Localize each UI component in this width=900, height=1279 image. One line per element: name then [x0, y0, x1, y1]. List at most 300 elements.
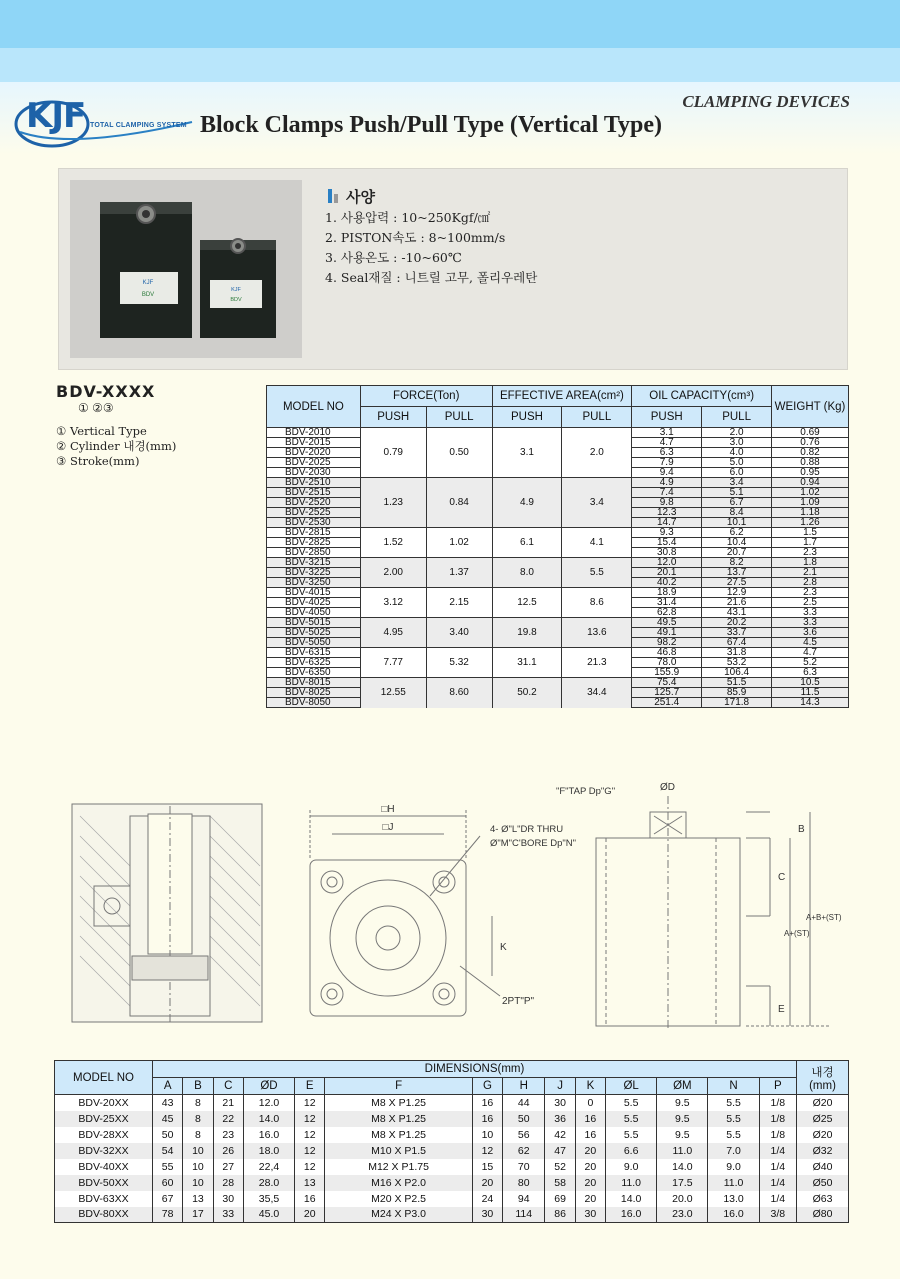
table-cell: 20 — [575, 1143, 605, 1159]
col-area-pull: PULL — [562, 407, 632, 428]
col-dim: C — [213, 1078, 243, 1095]
table-cell: BDV-63XX — [55, 1191, 153, 1207]
table-cell: 2.15 — [426, 588, 492, 618]
table-cell: 1.09 — [772, 498, 849, 508]
label-J: □J — [382, 822, 394, 833]
table-cell: 4.0 — [702, 448, 772, 458]
table-cell: 20 — [575, 1175, 605, 1191]
table-cell: 85.9 — [702, 688, 772, 698]
table-cell: M8 X P1.25 — [325, 1127, 472, 1143]
table-cell: BDV-2020 — [267, 448, 361, 458]
spec-table — [266, 385, 849, 708]
table-cell: 6.6 — [606, 1143, 657, 1159]
table-cell: 47 — [545, 1143, 575, 1159]
table-cell: 36 — [545, 1111, 575, 1127]
dimensions-table — [54, 1060, 849, 1223]
col-dim: H — [503, 1078, 545, 1095]
table-cell: BDV-40XX — [55, 1159, 153, 1175]
table-cell: 9.0 — [708, 1159, 759, 1175]
table-cell: BDV-5025 — [267, 628, 361, 638]
table-cell: 16 — [575, 1127, 605, 1143]
table-cell: 20.2 — [702, 618, 772, 628]
table-cell: 20.0 — [657, 1191, 708, 1207]
spec-item: 2. PISTON속도 : 8~100mm/s — [325, 230, 506, 245]
table-cell: 35,5 — [243, 1191, 294, 1207]
table-cell: 251.4 — [632, 698, 702, 708]
table-cell: 18.0 — [243, 1143, 294, 1159]
table-cell: 13.6 — [562, 618, 632, 648]
table-cell: 28.0 — [243, 1175, 294, 1191]
table-cell: 1/4 — [759, 1191, 796, 1207]
label-D: ØD — [660, 782, 675, 793]
table-cell: BDV-2010 — [267, 428, 361, 438]
table-cell: BDV-2520 — [267, 498, 361, 508]
col-dim: ØL — [606, 1078, 657, 1095]
table-cell: 30.8 — [632, 548, 702, 558]
table-cell: 24 — [472, 1191, 502, 1207]
col-dim: E — [295, 1078, 325, 1095]
table-cell: 171.8 — [702, 698, 772, 708]
col-force-push: PUSH — [360, 407, 426, 428]
table-row — [55, 1095, 849, 1111]
table-cell: BDV-20XX — [55, 1095, 153, 1111]
table-cell: 0.88 — [772, 458, 849, 468]
table-cell: 33 — [213, 1207, 243, 1223]
label-B: B — [798, 824, 805, 835]
table-cell: 4.95 — [360, 618, 426, 648]
label-K: K — [500, 942, 507, 953]
table-row — [267, 558, 849, 568]
category-label: CLAMPING DEVICES — [682, 92, 850, 111]
table-cell: BDV-6325 — [267, 658, 361, 668]
table-row — [267, 478, 849, 488]
table-cell: 12 — [472, 1143, 502, 1159]
table-cell: BDV-2030 — [267, 468, 361, 478]
table-cell: 60 — [153, 1175, 183, 1191]
label-AST: A+(ST) — [784, 929, 810, 938]
table-cell: 5.32 — [426, 648, 492, 678]
table-cell: 155.9 — [632, 668, 702, 678]
table-cell: 69 — [545, 1191, 575, 1207]
label-tap: "F"TAP Dp"G" — [556, 786, 616, 797]
table-cell: 8.0 — [492, 558, 562, 588]
table-cell: 15 — [472, 1159, 502, 1175]
table-cell: 4.1 — [562, 528, 632, 558]
table-cell: 27 — [213, 1159, 243, 1175]
table-cell: 12.9 — [702, 588, 772, 598]
section-view-drawing — [72, 804, 262, 1022]
table-cell: BDV-5050 — [267, 638, 361, 648]
logo-text: KJF — [26, 96, 86, 136]
table-cell: Ø80 — [797, 1207, 849, 1223]
table-cell: 8 — [183, 1111, 213, 1127]
table-cell: 8 — [183, 1127, 213, 1143]
table-cell: 6.3 — [772, 668, 849, 678]
legend-item: ① Vertical Type — [56, 424, 147, 438]
table-cell: 6.0 — [702, 468, 772, 478]
table-cell: 5.5 — [708, 1111, 759, 1127]
table-cell: 22 — [213, 1111, 243, 1127]
col-model: MODEL NO — [55, 1061, 153, 1095]
table-cell: 33.7 — [702, 628, 772, 638]
heading-bar-small-icon — [334, 194, 338, 203]
col-dim: K — [575, 1078, 605, 1095]
table-cell: BDV-25XX — [55, 1111, 153, 1127]
table-cell: 10.5 — [772, 678, 849, 688]
table-cell: 31.1 — [492, 648, 562, 678]
table-cell: 1/8 — [759, 1111, 796, 1127]
col-force-pull: PULL — [426, 407, 492, 428]
table-row — [267, 428, 849, 438]
table-cell: 45.0 — [243, 1207, 294, 1223]
table-cell: 12.0 — [632, 558, 702, 568]
table-cell: 12.55 — [360, 678, 426, 708]
table-cell: 2.8 — [772, 578, 849, 588]
label-E: E — [778, 1004, 785, 1015]
table-cell: 1.37 — [426, 558, 492, 588]
table-row — [267, 678, 849, 688]
table-cell: BDV-5015 — [267, 618, 361, 628]
table-cell: 9.5 — [657, 1127, 708, 1143]
col-dim: N — [708, 1078, 759, 1095]
table-cell: 1.02 — [772, 488, 849, 498]
table-cell: 114 — [503, 1207, 545, 1223]
table-cell: 10 — [183, 1143, 213, 1159]
model-code: BDV-XXXX — [56, 382, 156, 401]
table-cell: 0.76 — [772, 438, 849, 448]
table-cell: 43 — [153, 1095, 183, 1111]
table-cell: 0.69 — [772, 428, 849, 438]
table-cell: BDV-4050 — [267, 608, 361, 618]
table-cell: 28 — [213, 1175, 243, 1191]
table-cell: 1/4 — [759, 1159, 796, 1175]
table-cell: 12 — [295, 1127, 325, 1143]
table-cell: 67 — [153, 1191, 183, 1207]
table-row — [55, 1175, 849, 1191]
table-cell: 18.9 — [632, 588, 702, 598]
table-cell: 6.7 — [702, 498, 772, 508]
table-cell: 14.0 — [606, 1191, 657, 1207]
table-cell: BDV-50XX — [55, 1175, 153, 1191]
table-cell: BDV-6350 — [267, 668, 361, 678]
col-dim: ØD — [243, 1078, 294, 1095]
side-view-drawing — [596, 796, 830, 1031]
table-row — [267, 588, 849, 598]
table-cell: 40.2 — [632, 578, 702, 588]
table-cell: BDV-6315 — [267, 648, 361, 658]
table-cell: 3.3 — [772, 618, 849, 628]
table-row — [55, 1159, 849, 1175]
table-cell: 20 — [575, 1159, 605, 1175]
label-C: C — [778, 872, 786, 883]
table-cell: 4.9 — [632, 478, 702, 488]
table-cell: 14.0 — [243, 1111, 294, 1127]
table-cell: Ø40 — [797, 1159, 849, 1175]
table-row — [55, 1191, 849, 1207]
table-cell: 30 — [213, 1191, 243, 1207]
col-force: FORCE(Ton) — [360, 386, 492, 407]
table-cell: 16 — [472, 1111, 502, 1127]
table-cell: BDV-4025 — [267, 598, 361, 608]
table-cell: 5.5 — [606, 1127, 657, 1143]
table-cell: 19.8 — [492, 618, 562, 648]
table-cell: 4.5 — [772, 638, 849, 648]
spec-item: 3. 사용온도 : -10~60℃ — [325, 250, 462, 265]
top-band-light — [0, 48, 900, 82]
table-cell: 2.5 — [772, 598, 849, 608]
table-cell: 50 — [503, 1111, 545, 1127]
table-cell: BDV-2815 — [267, 528, 361, 538]
top-view-drawing — [310, 810, 500, 1016]
table-cell: 62 — [503, 1143, 545, 1159]
table-cell: 0.82 — [772, 448, 849, 458]
table-cell: 1.8 — [772, 558, 849, 568]
table-cell: M10 X P1.5 — [325, 1143, 472, 1159]
table-cell: 11.5 — [772, 688, 849, 698]
table-cell: 8.2 — [702, 558, 772, 568]
table-cell: 20.7 — [702, 548, 772, 558]
table-cell: 7.9 — [632, 458, 702, 468]
table-cell: 1.52 — [360, 528, 426, 558]
table-cell: BDV-80XX — [55, 1207, 153, 1223]
logo-subtitle: TOTAL CLAMPING SYSTEM — [90, 122, 187, 129]
col-weight: WEIGHT (Kg) — [772, 386, 849, 428]
table-cell: 9.3 — [632, 528, 702, 538]
table-cell: 8.6 — [562, 588, 632, 618]
table-cell: 1.23 — [360, 478, 426, 528]
table-cell: 31.4 — [632, 598, 702, 608]
table-cell: 8.60 — [426, 678, 492, 708]
table-cell: 21.6 — [702, 598, 772, 608]
table-cell: 22,4 — [243, 1159, 294, 1175]
table-cell: 11.0 — [606, 1175, 657, 1191]
table-cell: 14.7 — [632, 518, 702, 528]
model-code-legend — [56, 424, 176, 469]
table-cell: 30 — [545, 1095, 575, 1111]
table-cell: 94 — [503, 1191, 545, 1207]
table-row — [267, 618, 849, 628]
table-cell: 16 — [575, 1111, 605, 1127]
page-title: Block Clamps Push/Pull Type (Vertical Type) — [200, 112, 663, 138]
table-cell: 3.6 — [772, 628, 849, 638]
table-cell: 10 — [183, 1159, 213, 1175]
table-row — [267, 648, 849, 658]
table-cell: 3.1 — [492, 428, 562, 478]
table-cell: 20.1 — [632, 568, 702, 578]
table-cell: 10.1 — [702, 518, 772, 528]
table-cell: 5.5 — [708, 1127, 759, 1143]
table-cell: 58 — [545, 1175, 575, 1191]
table-cell: 8.4 — [702, 508, 772, 518]
table-cell: 11.0 — [708, 1175, 759, 1191]
table-cell: Ø32 — [797, 1143, 849, 1159]
table-cell: 21 — [213, 1095, 243, 1111]
col-area: EFFECTIVE AREA(cm²) — [492, 386, 632, 407]
table-cell: BDV-32XX — [55, 1143, 153, 1159]
table-cell: 52 — [545, 1159, 575, 1175]
table-cell: 4.7 — [772, 648, 849, 658]
technical-drawings — [70, 776, 850, 1031]
table-cell: 13 — [295, 1175, 325, 1191]
col-bore: 내경 (mm) — [797, 1061, 849, 1095]
table-cell: 3.4 — [702, 478, 772, 488]
product-photo — [70, 180, 302, 358]
table-cell: 2.3 — [772, 548, 849, 558]
table-cell: 12 — [295, 1095, 325, 1111]
legend-item: ③ Stroke(mm) — [56, 454, 140, 468]
table-cell: 5.5 — [606, 1095, 657, 1111]
table-cell: 1/4 — [759, 1143, 796, 1159]
table-cell: BDV-3215 — [267, 558, 361, 568]
table-cell: BDV-2525 — [267, 508, 361, 518]
table-cell: 20 — [295, 1207, 325, 1223]
table-cell: 9.5 — [657, 1111, 708, 1127]
table-cell: 1.02 — [426, 528, 492, 558]
photo-label-brand-small: KJF — [231, 287, 241, 293]
heading-bar-icon — [328, 189, 332, 203]
table-cell: 78.0 — [632, 658, 702, 668]
table-cell: 5.2 — [772, 658, 849, 668]
col-dim: F — [325, 1078, 472, 1095]
col-oil-pull: PULL — [702, 407, 772, 428]
table-cell: 12.0 — [243, 1095, 294, 1111]
table-cell: 1.5 — [772, 528, 849, 538]
table-cell: BDV-2015 — [267, 438, 361, 448]
table-cell: 98.2 — [632, 638, 702, 648]
table-cell: 0.94 — [772, 478, 849, 488]
table-cell: 26 — [213, 1143, 243, 1159]
label-holes-2: Ø"M"C'BORE Dp"N" — [490, 838, 577, 849]
table-cell: 16.0 — [243, 1127, 294, 1143]
table-cell: BDV-8015 — [267, 678, 361, 688]
table-cell: BDV-2025 — [267, 458, 361, 468]
table-cell: 3.1 — [632, 428, 702, 438]
table-cell: 9.8 — [632, 498, 702, 508]
table-cell: 14.0 — [657, 1159, 708, 1175]
col-dimensions: DIMENSIONS(mm) — [153, 1061, 797, 1078]
table-cell: 27.5 — [702, 578, 772, 588]
table-cell: 30 — [472, 1207, 502, 1223]
table-cell: 56 — [503, 1127, 545, 1143]
table-cell: 67.4 — [702, 638, 772, 648]
top-band — [0, 0, 900, 48]
table-cell: 16 — [472, 1095, 502, 1111]
table-cell: 6.1 — [492, 528, 562, 558]
table-cell: 13.0 — [708, 1191, 759, 1207]
table-cell: 0.79 — [360, 428, 426, 478]
table-cell: 12 — [295, 1159, 325, 1175]
model-code-marks: ① ②③ — [78, 401, 114, 415]
spec-heading — [328, 186, 375, 207]
table-cell: 49.5 — [632, 618, 702, 628]
table-cell: 50.2 — [492, 678, 562, 708]
table-cell: 106.4 — [702, 668, 772, 678]
table-cell: 9.5 — [657, 1095, 708, 1111]
table-cell: 50 — [153, 1127, 183, 1143]
table-cell: 75.4 — [632, 678, 702, 688]
table-cell: 43.1 — [702, 608, 772, 618]
col-dim: P — [759, 1078, 796, 1095]
col-dim: B — [183, 1078, 213, 1095]
photo-label-model-small: BDV — [230, 297, 242, 303]
table-cell: BDV-2530 — [267, 518, 361, 528]
col-dim: G — [472, 1078, 502, 1095]
table-cell: 14.3 — [772, 698, 849, 708]
table-cell: 44 — [503, 1095, 545, 1111]
table-cell: 7.0 — [708, 1143, 759, 1159]
photo-label-brand: KJF — [142, 280, 154, 286]
table-cell: 80 — [503, 1175, 545, 1191]
table-cell: 46.8 — [632, 648, 702, 658]
table-cell: 10 — [472, 1127, 502, 1143]
table-row — [267, 528, 849, 538]
table-cell: BDV-2515 — [267, 488, 361, 498]
table-cell: 78 — [153, 1207, 183, 1223]
table-cell: BDV-28XX — [55, 1127, 153, 1143]
table-cell: 86 — [545, 1207, 575, 1223]
table-cell: 49.1 — [632, 628, 702, 638]
table-cell: Ø50 — [797, 1175, 849, 1191]
table-cell: 21.3 — [562, 648, 632, 678]
table-cell: 11.0 — [657, 1143, 708, 1159]
table-cell: BDV-3250 — [267, 578, 361, 588]
legend-item: ② Cylinder 내경(mm) — [56, 439, 177, 453]
table-cell: 2.1 — [772, 568, 849, 578]
photo-label-model: BDV — [141, 292, 155, 298]
table-cell: 5.5 — [708, 1095, 759, 1111]
table-cell: 5.0 — [702, 458, 772, 468]
table-cell: M16 X P2.0 — [325, 1175, 472, 1191]
table-cell: 13.7 — [702, 568, 772, 578]
spec-heading-text: 사양 — [346, 188, 375, 206]
label-holes-1: 4- Ø"L"DR THRU — [490, 824, 564, 835]
table-cell: 55 — [153, 1159, 183, 1175]
label-H: □H — [381, 804, 395, 815]
table-cell: 10.4 — [702, 538, 772, 548]
table-cell: 23.0 — [657, 1207, 708, 1223]
table-cell: 1/8 — [759, 1095, 796, 1111]
table-cell: BDV-8050 — [267, 698, 361, 708]
table-cell: 6.2 — [702, 528, 772, 538]
col-oil-push: PUSH — [632, 407, 702, 428]
table-cell: M12 X P1.75 — [325, 1159, 472, 1175]
table-cell: 6.3 — [632, 448, 702, 458]
table-cell: 1.7 — [772, 538, 849, 548]
col-dim: A — [153, 1078, 183, 1095]
table-cell: M20 X P2.5 — [325, 1191, 472, 1207]
table-cell: 45 — [153, 1111, 183, 1127]
table-cell: 51.5 — [702, 678, 772, 688]
table-cell: 12.3 — [632, 508, 702, 518]
table-cell: 1/8 — [759, 1127, 796, 1143]
table-cell: 16.0 — [708, 1207, 759, 1223]
table-cell: BDV-2850 — [267, 548, 361, 558]
table-cell: BDV-3225 — [267, 568, 361, 578]
table-cell: 7.4 — [632, 488, 702, 498]
table-cell: 15.4 — [632, 538, 702, 548]
table-cell: 70 — [503, 1159, 545, 1175]
table-row — [55, 1111, 849, 1127]
table-cell: Ø63 — [797, 1191, 849, 1207]
table-cell: 1/4 — [759, 1175, 796, 1191]
table-cell: BDV-2510 — [267, 478, 361, 488]
table-cell: 17.5 — [657, 1175, 708, 1191]
table-cell: 54 — [153, 1143, 183, 1159]
table-cell: 7.77 — [360, 648, 426, 678]
table-cell: 5.5 — [562, 558, 632, 588]
col-dim: J — [545, 1078, 575, 1095]
table-cell: 2.3 — [772, 588, 849, 598]
